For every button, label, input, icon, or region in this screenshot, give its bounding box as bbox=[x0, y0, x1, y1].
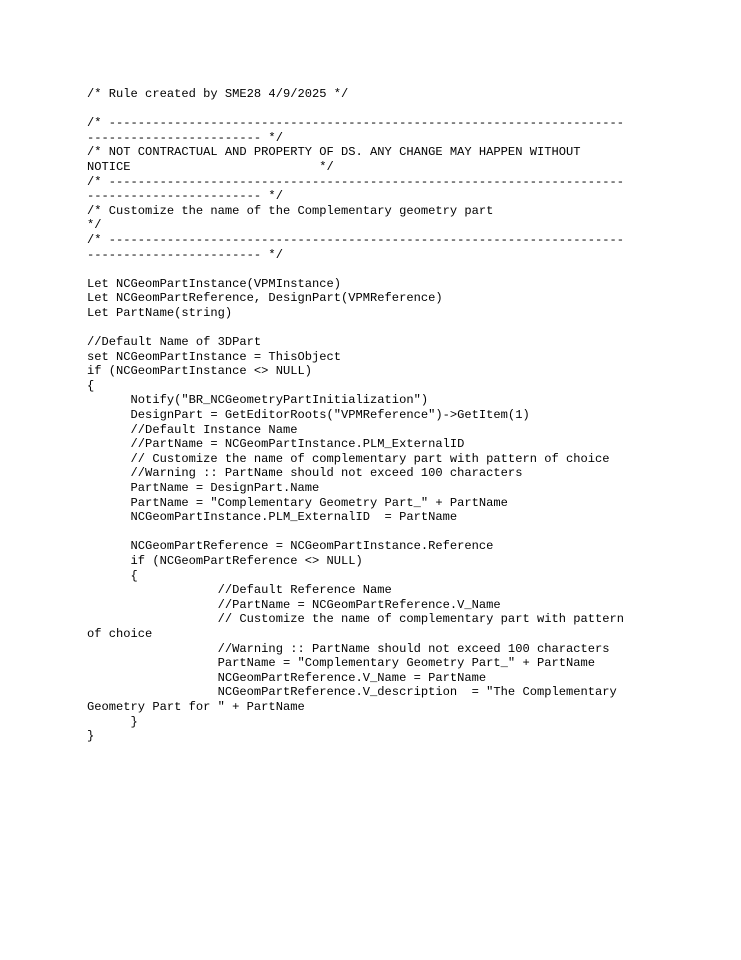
code-line bbox=[87, 525, 624, 540]
code-line: NCGeomPartReference.V_Name = PartName bbox=[87, 670, 487, 685]
code-line: //Default Reference Name bbox=[87, 583, 392, 598]
code-line: { bbox=[87, 568, 138, 583]
code-line: //Warning :: PartName should not exceed 100 characters bbox=[87, 641, 610, 656]
code-line: /* Customize the name of the Complementary geometry part bbox=[87, 203, 494, 218]
code-line: PartName = "Complementary Geometry Part_" + PartName bbox=[87, 656, 596, 671]
code-line: { bbox=[87, 378, 95, 393]
code-line: of choice bbox=[87, 626, 153, 641]
code-line: //PartName = NCGeomPartInstance.PLM_ExternalID bbox=[87, 437, 465, 452]
code-line: ------------------------ */ bbox=[87, 189, 283, 204]
code-line: //Default Instance Name bbox=[87, 422, 298, 437]
code-line: if (NCGeomPartReference <> NULL) bbox=[87, 554, 363, 568]
code-line: */ bbox=[87, 218, 102, 233]
code-line: // Customize the name of complementary part with pattern bbox=[87, 612, 625, 627]
code-line: set NCGeomPartInstance = ThisObject bbox=[87, 349, 342, 364]
code-line: ------------------------ */ bbox=[87, 130, 283, 145]
code-line: Let NCGeomPartInstance(VPMInstance) bbox=[87, 276, 342, 291]
code-line: if (NCGeomPartInstance <> NULL) bbox=[87, 364, 312, 379]
code-line: //Default Name of 3DPart bbox=[87, 335, 262, 350]
code-line: Geometry Part for " + PartName bbox=[87, 699, 305, 714]
code-line: /* ----------------------------------------------------------------------- bbox=[87, 174, 625, 189]
code-line: NOTICE */ bbox=[87, 159, 334, 174]
code-line bbox=[87, 102, 624, 117]
code-line: } bbox=[87, 714, 138, 729]
code-line: //PartName = NCGeomPartReference.V_Name bbox=[87, 597, 501, 612]
code-line bbox=[87, 321, 624, 336]
code-line: Let NCGeomPartReference, DesignPart(VPMReference) bbox=[87, 291, 443, 306]
code-line: ------------------------ */ bbox=[87, 247, 283, 262]
code-line: //Warning :: PartName should not exceed 100 characters bbox=[87, 466, 523, 481]
code-line: DesignPart = GetEditorRoots("VPMReference")->GetItem(1) bbox=[87, 408, 530, 423]
code-block bbox=[87, 87, 624, 744]
code-line bbox=[87, 262, 624, 277]
code-line: Let PartName(string) bbox=[87, 305, 233, 320]
code-line: /* ----------------------------------------------------------------------- bbox=[87, 232, 625, 247]
code-line: NCGeomPartInstance.PLM_ExternalID = PartName bbox=[87, 510, 458, 525]
code-line: NCGeomPartReference.V_description = "The Complementary bbox=[87, 685, 617, 700]
code-line: NCGeomPartReference = NCGeomPartInstance.Reference bbox=[87, 539, 494, 554]
code-line: /* ----------------------------------------------------------------------- bbox=[87, 116, 625, 131]
code-line: } bbox=[87, 729, 95, 744]
code-line: /* Rule created by SME28 4/9/2025 */ bbox=[87, 87, 349, 101]
code-line: PartName = "Complementary Geometry Part_" + PartName bbox=[87, 495, 508, 510]
code-line: // Customize the name of complementary part with pattern of choice bbox=[87, 451, 610, 466]
code-line: /* NOT CONTRACTUAL AND PROPERTY OF DS. ANY CHANGE MAY HAPPEN WITHOUT bbox=[87, 145, 581, 160]
code-line: PartName = DesignPart.Name bbox=[87, 481, 320, 496]
code-line: Notify("BR_NCGeometryPartInitialization") bbox=[87, 393, 429, 408]
